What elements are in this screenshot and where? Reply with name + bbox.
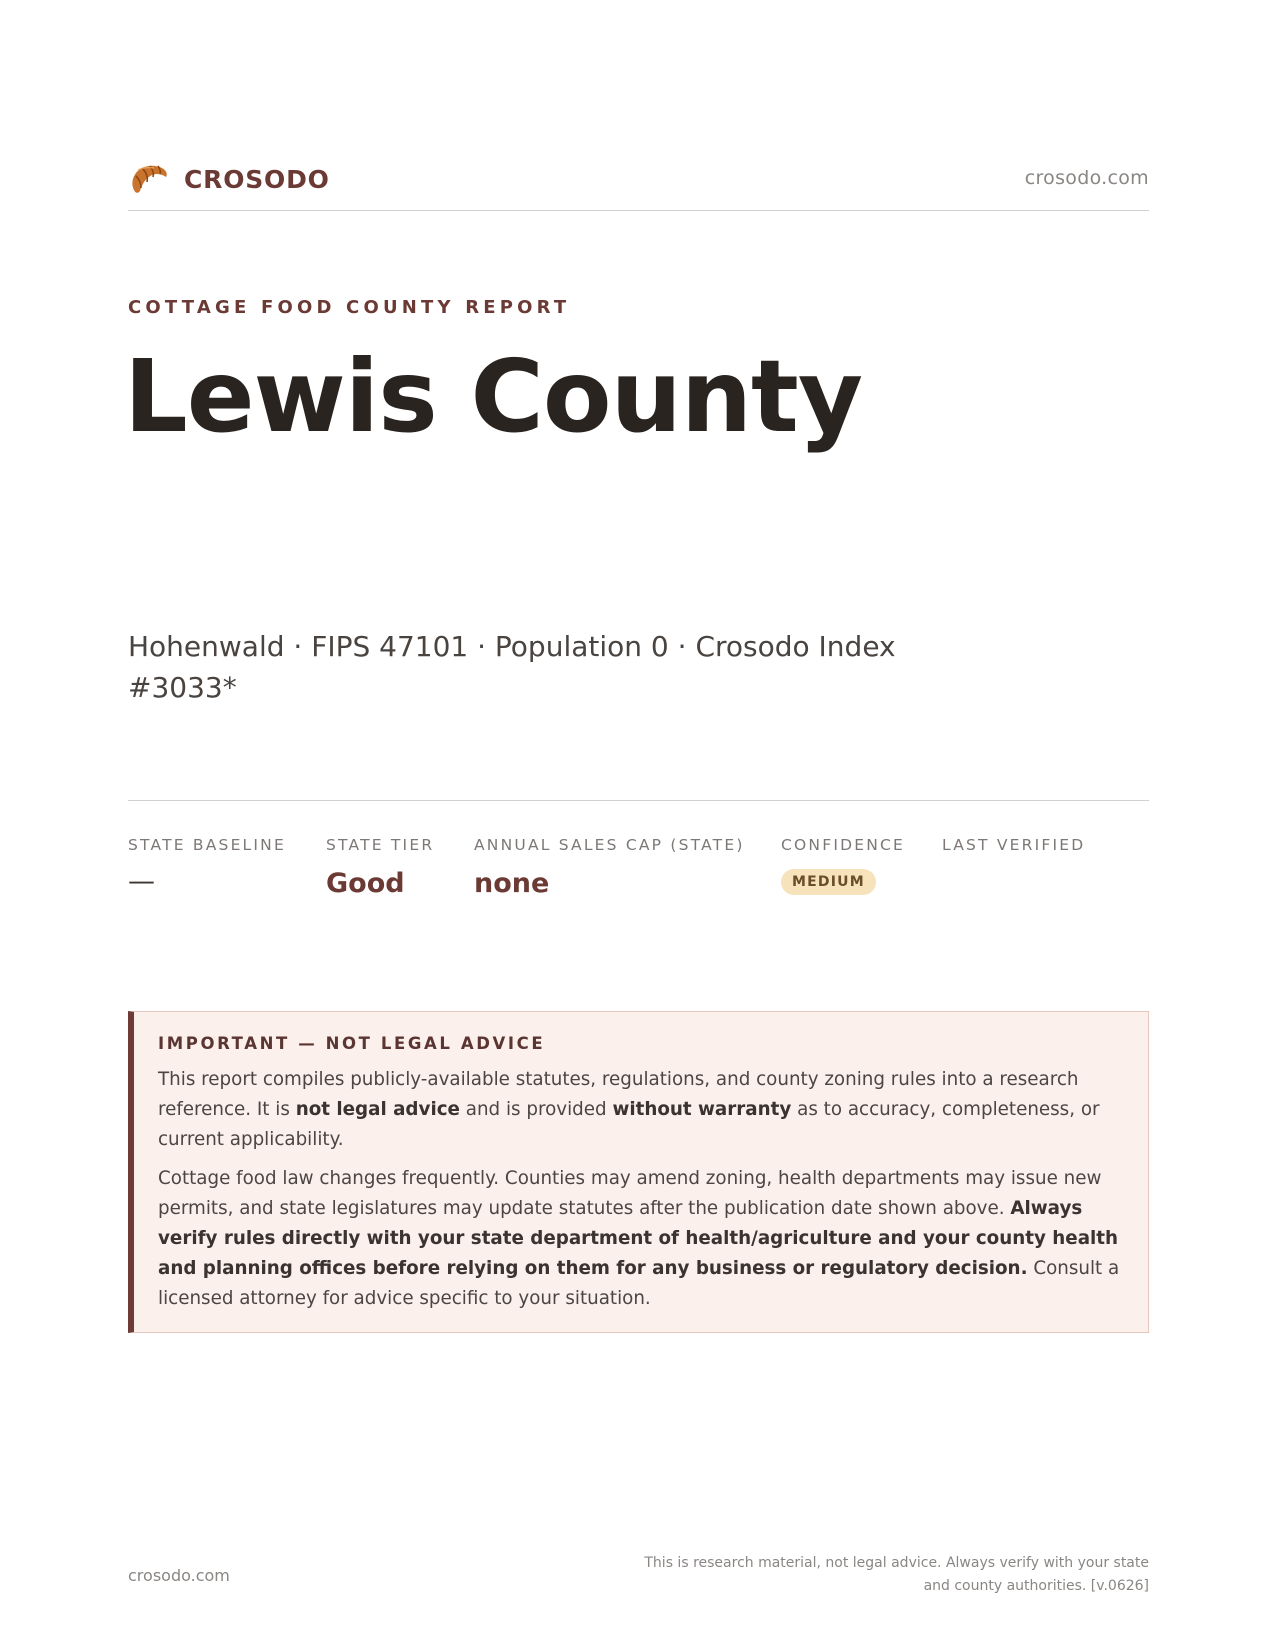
disclaimer-heading: IMPORTANT — NOT LEGAL ADVICE: [158, 1034, 546, 1053]
disclaimer-paragraph: [158, 1065, 1126, 1155]
stat-state-tier: [326, 836, 434, 899]
croissant-icon: [128, 160, 170, 198]
report-kicker: COTTAGE FOOD COUNTY REPORT: [128, 297, 571, 318]
stat-label: STATE TIER: [326, 836, 435, 854]
confidence-badge: MEDIUM: [781, 869, 876, 895]
stat-value: Good: [326, 868, 405, 899]
emphasis-text: not legal advice: [295, 1099, 460, 1120]
stats-divider: [128, 800, 1149, 801]
stat-annual-sales-cap: [474, 836, 745, 899]
stat-label: ANNUAL SALES CAP (STATE): [474, 836, 745, 854]
stat-confidence: [781, 836, 905, 895]
report-page: [124, 0, 1149, 1650]
emphasis-text: without warranty: [612, 1099, 792, 1120]
disclaimer-paragraph: [158, 1164, 1126, 1314]
site-url-link[interactable]: crosodo.com: [1024, 167, 1149, 189]
text-run: as to accuracy, completeness, or current applicability.: [158, 1099, 1100, 1150]
county-meta: Hohenwald · FIPS 47101 · Population 0 · Crosodo Index #3033*: [128, 630, 896, 704]
stat-label: STATE BASELINE: [128, 836, 286, 854]
footer-line: and county authorities. [v.0626]: [923, 1578, 1149, 1594]
stat-value: none: [474, 868, 550, 899]
legal-disclaimer-box: [128, 1011, 1149, 1333]
stat-value: —: [128, 866, 155, 897]
emphasis-text: Always verify rules directly with your state department of health/agriculture and your county health and planning offices before relying on them for any business or regulatory decision.: [158, 1198, 1119, 1279]
footer-disclaimer: [629, 1552, 1149, 1598]
page-title: Lewis County: [124, 338, 862, 455]
brand[interactable]: [128, 160, 330, 198]
footer-site-link[interactable]: crosodo.com: [128, 1566, 230, 1585]
page-header: [128, 158, 1149, 211]
text-run: Consult a licensed attorney for advice specific to your situation.: [158, 1258, 1120, 1309]
text-run: and is provided: [459, 1099, 613, 1120]
footer-line: This is research material, not legal advice. Always verify with your state: [644, 1555, 1149, 1571]
stat-last-verified: [942, 836, 1085, 868]
text-run: Cottage food law changes frequently. Counties may amend zoning, health departments may issue new permits, and state legislatures may update statutes after the publication date shown above.: [158, 1168, 1102, 1219]
stat-state-baseline: [128, 836, 286, 897]
stat-label: LAST VERIFIED: [942, 836, 1086, 854]
text-run: This report compiles publicly-available statutes, regulations, and county zoning rules into a research reference. It is: [158, 1069, 1079, 1120]
brand-name: CROSODO: [184, 164, 330, 194]
stat-label: CONFIDENCE: [781, 836, 906, 854]
